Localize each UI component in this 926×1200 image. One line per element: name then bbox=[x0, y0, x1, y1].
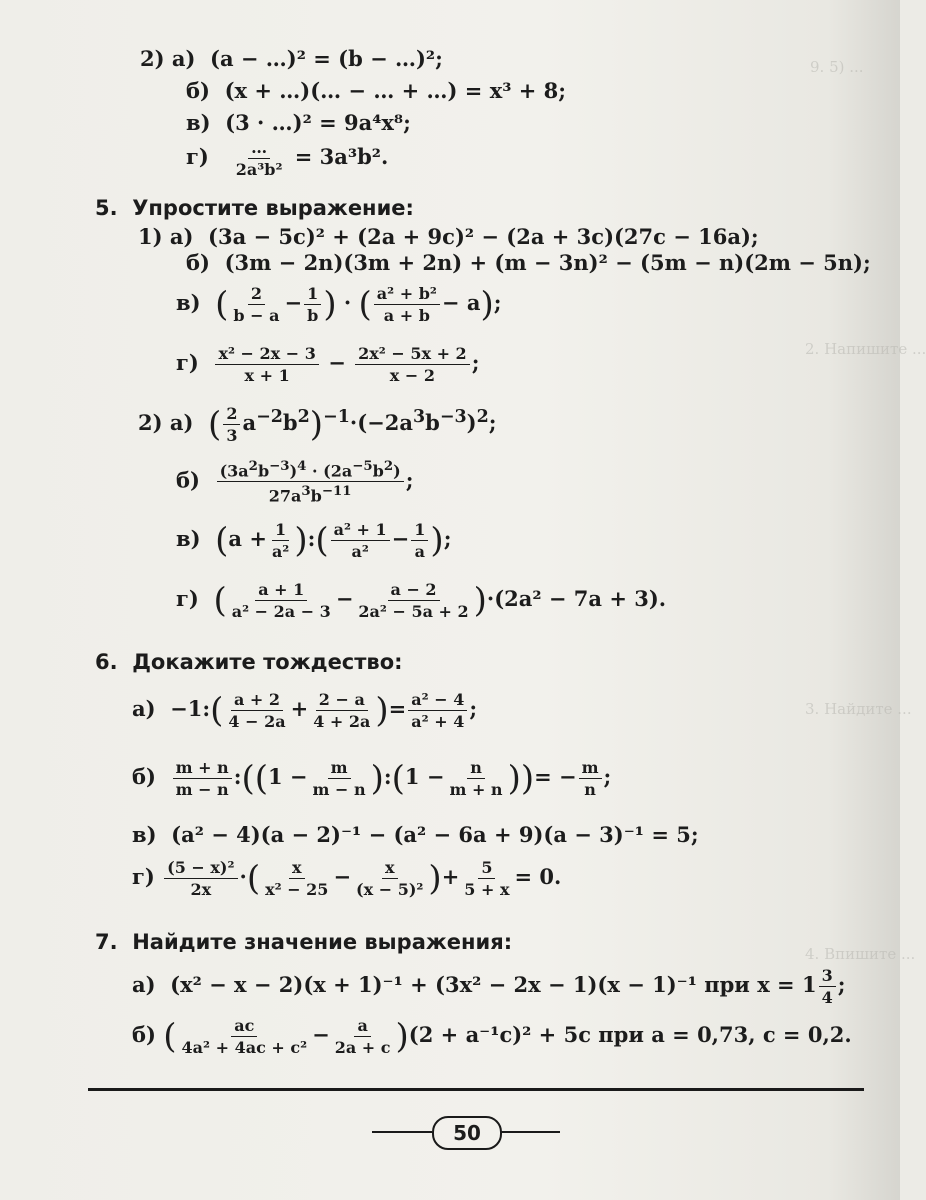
task5-2a: 2) а) ( $\frac{2}{3}$ $a^{-2}b^2)^{-1}\cdot(-2a^3b^{-3})^2$; bbox=[138, 404, 497, 445]
task5-1g: г) $\frac{\text{x² − 2x − 3}}{x + 1}$ − $\frac{\text{2x² − 5x + 2}}{x - 2}$ ; bbox=[176, 344, 480, 385]
footer-rule bbox=[88, 1088, 864, 1091]
task6-b: б) $\frac{m + n}{m - n}$ :((1 − $\frac{m}{m - n}$ ):(1 − $\frac{n}{m + n}$ ))= − $\frac{m}{n}$ ; bbox=[132, 758, 612, 799]
task5-2g: г) ( $\frac{a + 1}{\text{a² − 2a − 3}}$ − $\frac{a - 2}{\text{2a² − 5a + 2}}$ )·(2a² − 7a + 3). bbox=[176, 580, 667, 621]
page-number-line-right bbox=[500, 1131, 560, 1133]
bleed-text: 3. Найдите ... bbox=[805, 700, 912, 718]
task4-2v: в) (3 · …)² = 9a⁴x⁸; bbox=[186, 110, 411, 135]
task5-title: 5. Упростите выражение: bbox=[95, 196, 414, 220]
task7-title: 7. Найдите значение выражения: bbox=[95, 930, 513, 954]
task6-title: 6. Докажите тождество: bbox=[95, 650, 403, 674]
bleed-text: 9. 5) ... bbox=[810, 58, 864, 76]
task5-2v: в) (a + $\frac{1}{\text{a²}}$ ):( $\frac{\text{a² + 1}}{\text{a²}}$ − $\frac{1}{a}$ ); bbox=[176, 520, 452, 561]
task5-1b: б) (3m − 2n)(3m + 2n) + (m − 3n)² − (5m − n)(2m − 5n); bbox=[186, 250, 871, 275]
task4-2b: б) (x + …)(… − … + …) = x³ + 8; bbox=[186, 78, 567, 103]
task6-g: г) $\frac{\text{(5 − x)²}}{2x}$ ·( $\frac{x}{\text{x² − 25}}$ − $\frac{x}{\text{(x − 5)²}}$ )+ $\frac{5}{5 + x}$ = 0. bbox=[132, 858, 562, 899]
task5-1v: в) ( $\frac{2}{b - a}$ − $\frac{1}{b}$ ) · ( $\frac{\text{a² + b²}}{a + b}$ − a); bbox=[176, 284, 502, 325]
task6-a: а) −1:( $\frac{a + 2}{4 - 2a}$ + $\frac{2 - a}{4 + 2a}$ )= $\frac{\text{a² − 4}}{\text{a² + 4}}$ ; bbox=[132, 690, 478, 731]
task7-b: б) ( $\frac{ac}{\text{4a² + 4ac + c²}}$ − $\frac{a}{2a + c}$ )(2 + a⁻¹c)² + 5c при a = 0,73, c = 0,2. bbox=[132, 1016, 852, 1057]
task7-a: а) (x² − x − 2)(x + 1)⁻¹ + (3x² − 2x − 1)(x − 1)⁻¹ при x = 1 $\frac{3}{4}$ ; bbox=[132, 966, 846, 1007]
task4-2g: г) $\frac{\dots}{\text{2a³b²}}$ = 3a³b². bbox=[186, 138, 389, 179]
bleed-text: 4. Впишите ... bbox=[805, 945, 916, 963]
page-number-line-left bbox=[372, 1131, 432, 1133]
task5-2b: б) $\frac{(3a^2b^{-3})^4 \cdot (2a^{-5}b^2)}{27a^3b^{-11}}$ ; bbox=[176, 458, 414, 506]
page-number: 50 bbox=[432, 1116, 502, 1150]
task4-2a: 2) а) (a − …)² = (b − …)²; bbox=[140, 46, 443, 71]
task5-1a: 1) а) (3a − 5c)² + (2a + 9c)² − (2a + 3c)(27c − 16a); bbox=[138, 224, 759, 249]
bleed-text: 2. Напишите ... bbox=[805, 340, 926, 358]
task6-v: в) (a² − 4)(a − 2)⁻¹ − (a² − 6a + 9)(a − 3)⁻¹ = 5; bbox=[132, 822, 699, 847]
